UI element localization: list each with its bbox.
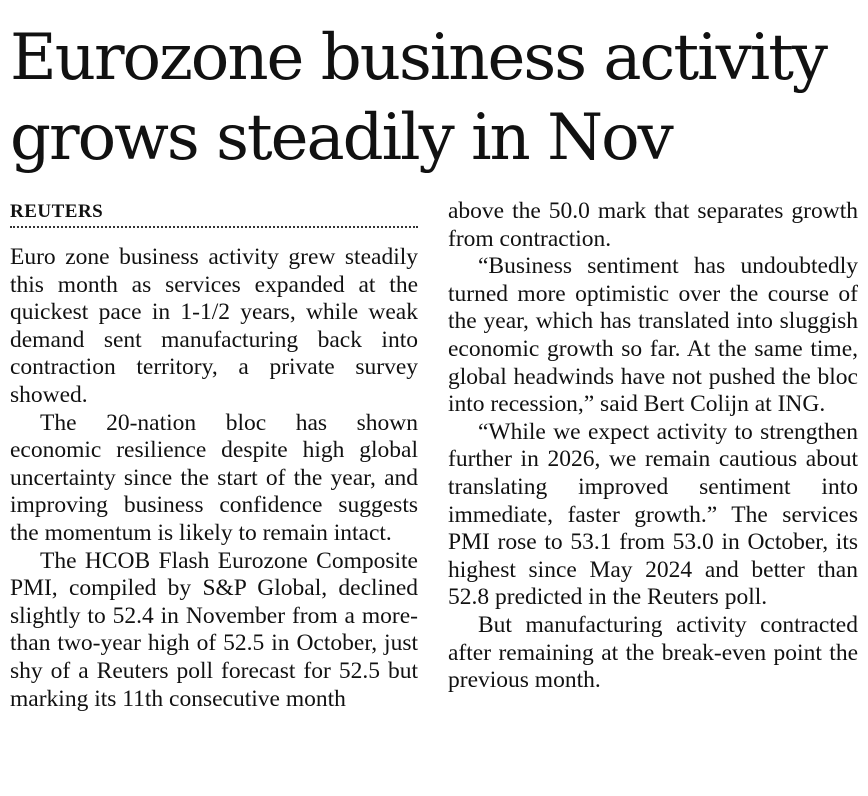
article-column-left [10,200,418,713]
dotted-divider [10,226,418,228]
paragraph: above the 50.0 mark that separates growth from contraction. [448,198,858,252]
paragraph: But manufacturing activity contracted after remaining at the break-even point the previous month. [448,611,858,694]
paragraph: “While we expect activity to strengthen further in 2026, we remain cautious about translating improved sentiment into immediate, faster growth.” The services PMI rose to 53.1 from 53.0 in October, its highest since May 2024 and better than 52.8 predicted in the Reuters poll. [448,418,858,611]
paragraph: “Business sentiment has undoubtedly turned more optimistic over the course of the year, which has translated into sluggish economic growth so far. At the same time, global headwinds have not pushed the bloc into recession,” said Bert Colijn at ING. [448,253,858,418]
article-column-right [448,200,858,695]
paragraph: The HCOB Flash Eurozone Composite PMI, compiled by S&P Global, declined slightly to 52.4 in November from a more-than two-year high of 52.5 in October, just shy of a Reuters poll forecast for 52.5 but marking its 11th consecutive month [10,547,418,712]
headline-line-2: grows steadily in Nov [10,101,672,175]
paragraph: The 20-nation bloc has shown economic resilience despite high global uncertainty since the start of the year, and improving business confidence suggests the momentum is likely to remain intact. [10,409,418,546]
headline-line-1: Eurozone business activity [10,21,827,95]
article-headline [10,18,860,178]
paragraph: Euro zone business activity grew steadily this month as services expanded at the quickest pace in 1-1/2 years, while weak demand sent manufacturing back into contraction territory, a private survey showed. [10,244,418,408]
byline: REUTERS [10,201,104,222]
